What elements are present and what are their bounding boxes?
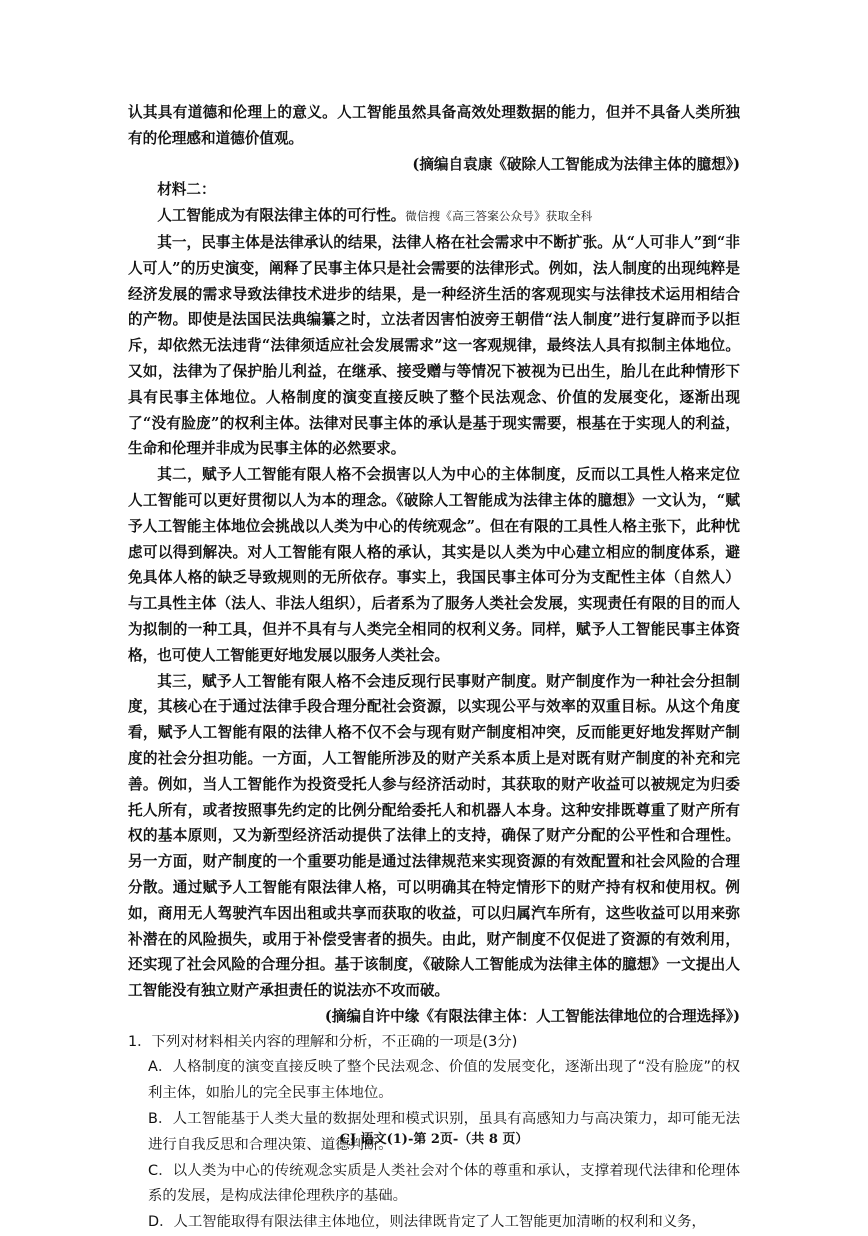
material1-ending: 认其具有道德和伦理上的意义。人工智能虽然具备高效处理数据的能力，但并不具备人类所独有的伦理感和道德价值观。 bbox=[128, 104, 740, 147]
material1-source: (摘编自袁康《破除人工智能成为法律主体的臆想》) bbox=[412, 155, 740, 173]
question-1-option-a: A．人格制度的演变直接反映了整个民法观念、价值的发展变化，逐渐出现了“没有脸庞”的权利主体，如胎儿的完全民事主体地位。 bbox=[148, 1059, 740, 1102]
material2-paragraph-1: 其一，民事主体是法律承认的结果，法律人格在社会需求中不断扩张。从“人可非人”到“非人可人”的历史演变，阐释了民事主体只是社会需要的法律形式。例如，法人制度的出现纯粹是经济发展的需求导致法律技术进步的结果，是一种经济生活的客观现实与法律技术运用相结合的产物。即使是法国民法典编纂之时，立法者因害怕波旁王朝借“法人制度”进行复辟而予以拒斥，却依然无法违背“法律须适应社会发展需求”这一客观规律，最终法人具有拟制主体地位。又如，法律为了保护胎儿利益，在继承、接受赠与等情况下被视为已出生，胎儿在此种情形下具有民事主体地位。人格制度的演变直接反映了整个民法观念、价值的发展变化，逐渐出现了“没有脸庞”的权利主体。法律对民事主体的承认是基于现实需要，根基在于实现人的利益，生命和伦理并非成为民事主体的必然要求。 bbox=[128, 233, 740, 458]
material2-paragraph-3: 其三，赋予人工智能有限人格不会违反现行民事财产制度。财产制度作为一种社会分担制度，其核心在于通过法律手段合理分配社会资源，以实现公平与效率的双重目标。从这个角度看，赋予人工智能有限的法律人格不仅不会与现有财产制度相冲突，反而能更好地发挥财产制度的社会分担功能。一方面，人工智能所涉及的财产关系本质上是对既有财产制度的补充和完善。例如，当人工智能作为投资受托人参与经济活动时，其获取的财产收益可以被规定为归委托人所有，或者按照事先约定的比例分配给委托人和机器人本身。这种安排既尊重了财产所有权的基本原则，又为新型经济活动提供了法律上的支持，确保了财产分配的公平性和合理性。另一方面，财产制度的一个重要功能是通过法律规范来实现资源的有效配置和社会风险的合理分散。通过赋予人工智能有限法律人格，可以明确其在特定情形下的财产持有权和使用权。例如，商用无人驾驶汽车因出租或共享而获取的收益，可以归属汽车所有，这些收益可以用来弥补潜在的风险损失，或用于补偿受害者的损失。由此，财产制度不仅促进了资源的有效利用，还实现了社会风险的合理分担。基于该制度，《破除人工智能成为法律主体的臆想》一文提出人工智能没有独立财产承担责任的说法亦不攻而破。 bbox=[128, 672, 740, 1000]
material2-lead bbox=[128, 203, 740, 230]
material2-lead-text: 人工智能成为有限法律主体的可行性。 bbox=[157, 207, 406, 225]
question-1-option-b: B．人工智能基于人类大量的数据处理和模式识别，虽具有高感知力与高决策力，却可能无法进行自我反思和合理决策、道德判断。 bbox=[148, 1111, 740, 1153]
material2-source: (摘编自许中缘《有限法律主体：人工智能法律地位的合理选择》) bbox=[324, 1007, 740, 1025]
material2-title: 材料二： bbox=[157, 181, 216, 199]
page-body bbox=[128, 100, 740, 1236]
page-footer: CJ 语文(1)-第 2页-（共 8 页） bbox=[339, 1132, 529, 1147]
wechat-note: 微信搜《高三答案公众号》获取全科 bbox=[405, 209, 593, 224]
question-1-option-c: C．以人类为中心的传统观念实质是人类社会对个体的尊重和承认，支撑着现代法律和伦理体系的发展，是构成法律伦理秩序的基础。 bbox=[148, 1162, 740, 1205]
question-1-option-d: D．人工智能取得有限法律主体地位，则法律既肯定了人工智能更加清晰的权利和义务， bbox=[148, 1214, 706, 1231]
material2-paragraph-2: 其二，赋予人工智能有限人格不会损害以人为中心的主体制度，反而以工具性人格来定位人工智能可以更好贯彻以人为本的理念。《破除人工智能成为法律主体的臆想》一文认为，“赋予人工智能主体地位会挑战以人类为中心的传统观念”。但在有限的工具性人格主张下，此种忧虑可以得到解决。对人工智能有限人格的承认，其实是以人类为中心建立相应的制度体系，避免具体人格的缺乏导致规则的无所依存。事实上，我国民事主体可分为支配性主体（自然人）与工具性主体（法人、非法人组织），后者系为了服务人类社会发展，实现责任有限的目的而人为拟制的一种工具，但并不具有与人类完全相同的权利义务。同样，赋予人工智能民事主体资格，也可使人工智能更好地发展以服务人类社会。 bbox=[128, 466, 740, 664]
question-1-stem: 1．下列对材料相关内容的理解和分析，不正确的一项是(3分) bbox=[128, 1033, 518, 1050]
